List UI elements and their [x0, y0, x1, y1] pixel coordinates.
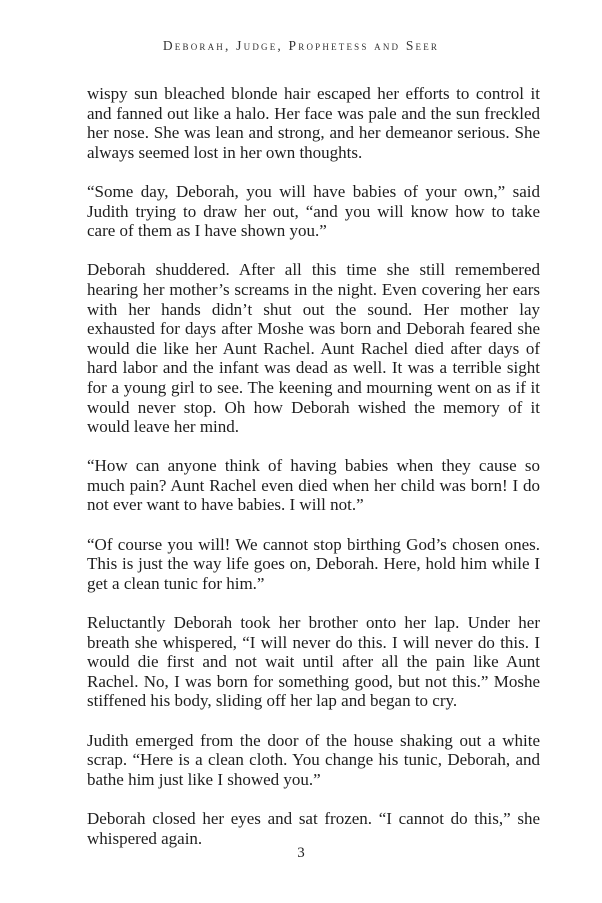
paragraph: Deborah shuddered. After all this time she still remembered hearing her mother’s screams in the night. Even covering her ears with her hands didn’t shut out the sound. Her mother lay exhausted for days after Moshe was born and Deborah feared she would die like her Aunt Rachel. Aunt Rachel died after days of hard labor and the infant was dead as well. It was a terrible sight for a young girl to see. The keening and mourning went on as if it would never stop. Oh how Deborah wished the memory of it would leave her mind.	[87, 260, 540, 437]
body-text	[87, 84, 540, 868]
paragraph: Judith emerged from the door of the house shaking out a white scrap. “Here is a clean cloth. You change his tunic, Deborah, and bathe him just like I showed you.”	[87, 730, 540, 789]
paragraph: Reluctantly Deborah took her brother onto her lap. Under her breath she whispered, “I will never do this. I will never do this. I would die first and not wait until after all the pain like Aunt Rachel. No, I was born for something good, but not this.” Moshe stiffened his body, sliding off her lap and began to cry.	[87, 613, 540, 711]
paragraph: “Of course you will! We cannot stop birthing God’s chosen ones. This is just the way life goes on, Deborah. Here, hold him while I get a clean tunic for him.”	[87, 534, 540, 593]
running-head: Deborah, Judge, Prophetess and Seer	[162, 38, 440, 53]
paragraph: wispy sun bleached blonde hair escaped her efforts to control it and fanned out like a halo. Her face was pale and the sun freckled her nose. She was lean and strong, and her demeanor serious. She always seemed lost in her own thoughts.	[87, 84, 540, 162]
paragraph: “Some day, Deborah, you will have babies of your own,” said Judith trying to draw her out, “and you will know how to take care of them as I have shown you.”	[87, 181, 540, 241]
paragraph: “How can anyone think of having babies when they cause so much pain? Aunt Rachel even died when her child was born! I do not ever want to have babies. I will not.”	[87, 456, 540, 515]
paragraph: Deborah closed her eyes and sat frozen. “I cannot do this,” she whispered again.	[87, 808, 540, 848]
page-number: 3	[297, 845, 305, 861]
